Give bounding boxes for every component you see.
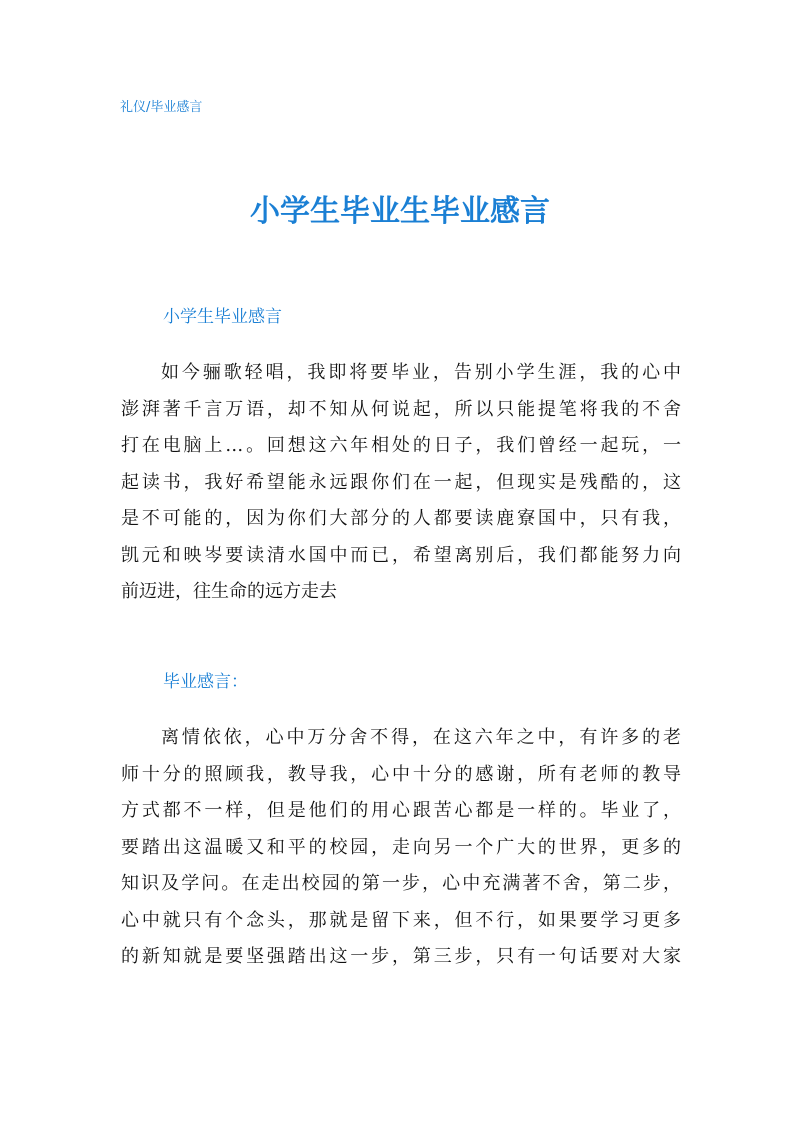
paragraph-line: 要踏出这温暖又和平的校园，走向另一个广大的世界，更多的 [121, 836, 681, 858]
paragraph-1 [121, 355, 681, 611]
page-title: 小学生毕业生毕业感言 [250, 194, 550, 229]
paragraph-line: 澎湃著千言万语，却不知从何说起，所以只能提笔将我的不舍 [121, 398, 681, 420]
paragraph-line: 是不可能的，因为你们大部分的人都要读鹿寮国中，只有我， [121, 508, 681, 529]
paragraph-line: 师十分的照顾我，教导我，心中十分的感谢，所有老师的教导 [121, 763, 681, 785]
paragraph-line: 心中就只有个念头，那就是留下来，但不行，如果要学习更多 [121, 909, 681, 931]
section-heading-2: 毕业感言： [163, 672, 248, 692]
paragraph-line: 起读书，我好希望能永远跟你们在一起，但现实是残酷的，这 [121, 471, 681, 493]
section-heading-1: 小学生毕业感言 [163, 307, 282, 327]
paragraph-line: 打在电脑上…。回想这六年相处的日子，我们曾经一起玩，一 [121, 435, 681, 456]
breadcrumb: 礼仪/毕业感言 [120, 100, 203, 115]
paragraph-line: 的新知就是要坚强踏出这一步，第三步，只有一句话要对大家 [121, 946, 681, 967]
paragraph-line: 方式都不一样，但是他们的用心跟苦心都是一样的。毕业了， [121, 800, 681, 821]
paragraph-line: 知识及学问。在走出校园的第一步，心中充满著不舍，第二步， [121, 873, 681, 894]
paragraph-2 [121, 720, 681, 976]
paragraph-line: 如今骊歌轻唱，我即将要毕业，告别小学生涯，我的心中 [161, 362, 681, 383]
paragraph-line: 前迈进，往生命的远方走去 [121, 581, 337, 602]
paragraph-line: 离情依依，心中万分舍不得，在这六年之中，有许多的老 [161, 727, 681, 748]
paragraph-line: 凯元和映岑要读清水国中而已，希望离别后，我们都能努力向 [121, 544, 681, 566]
